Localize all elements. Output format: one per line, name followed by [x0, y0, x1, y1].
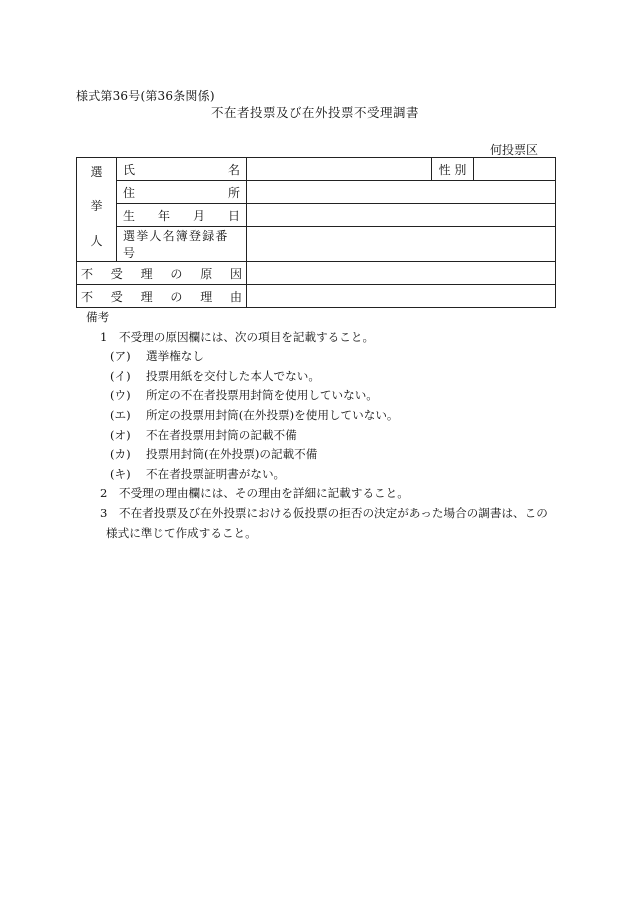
rejection-record-table	[76, 157, 556, 308]
rejection-reason-field[interactable]	[247, 285, 556, 308]
address-field[interactable]	[247, 181, 556, 204]
name-label	[117, 158, 247, 181]
note-sub-item	[86, 426, 556, 446]
rejection-cause-field[interactable]	[247, 262, 556, 285]
sub-item-marker: (ア)	[110, 349, 131, 364]
gender-label: 性 別	[432, 158, 474, 181]
rejection-cause-label	[77, 262, 247, 285]
document-title: 不在者投票及び在外投票不受理調書	[210, 105, 419, 120]
cause-label-char: 不	[81, 266, 94, 281]
reason-label-char: 不	[81, 289, 94, 304]
birth-label-char: 年	[157, 208, 170, 223]
sub-item-marker: (エ)	[110, 407, 131, 422]
birth-label-char: 生	[123, 208, 136, 223]
sub-item-marker: (オ)	[110, 427, 131, 442]
reason-label-char: 理	[200, 289, 213, 304]
cause-label-char: 原	[200, 266, 213, 281]
note-sub-item	[86, 347, 556, 367]
reason-label-char: 理	[140, 289, 153, 304]
elector-side-char: 選	[90, 165, 103, 179]
note-sub-item	[86, 367, 556, 387]
address-label-char: 住	[123, 185, 136, 200]
elector-side-char: 人	[90, 234, 103, 248]
elector-side-label	[77, 158, 117, 262]
birth-label-char: 日	[227, 208, 240, 223]
note-item-3-continued: 様式に準じて作成すること。	[106, 525, 257, 540]
rejection-reason-label	[77, 285, 247, 308]
reason-label-char: の	[170, 289, 183, 304]
sub-item-text: 投票用封筒(在外投票)の記載不備	[146, 447, 318, 462]
elector-side-char: 挙	[90, 199, 103, 213]
notes-section	[86, 308, 556, 543]
sub-item-text: 所定の不在者投票用封筒を使用していない。	[146, 388, 378, 403]
reason-label-char: 受	[110, 289, 123, 304]
sub-item-text: 不在者投票証明書がない。	[146, 466, 286, 481]
name-label-char: 名	[227, 162, 240, 177]
birth-date-label	[117, 204, 247, 227]
name-field[interactable]	[247, 158, 432, 181]
gender-field[interactable]	[474, 158, 556, 181]
note-sub-item	[86, 465, 556, 485]
sub-item-marker: (イ)	[110, 368, 131, 383]
cause-label-char: 理	[140, 266, 153, 281]
cause-label-char: の	[170, 266, 183, 281]
sub-item-marker: (キ)	[110, 466, 131, 481]
note-item-1: 1 不受理の原因欄には、次の項目を記載すること。	[100, 329, 375, 344]
address-label	[117, 181, 247, 204]
notes-heading: 備考	[86, 310, 110, 324]
form-id: 様式第36号(第36条関係)	[76, 89, 215, 103]
note-sub-item	[86, 386, 556, 406]
sub-item-marker: (カ)	[110, 447, 131, 462]
sub-item-text: 投票用紙を交付した本人でない。	[146, 368, 320, 383]
note-item-2: 2 不受理の理由欄には、その理由を詳細に記載すること。	[100, 486, 409, 501]
cause-label-char: 受	[110, 266, 123, 281]
sub-item-text: 不在者投票用封筒の記載不備	[146, 427, 297, 442]
reason-label-char: 由	[229, 289, 242, 304]
name-label-char: 氏	[123, 162, 136, 177]
birth-label-char: 月	[192, 208, 205, 223]
note-sub-item	[86, 445, 556, 465]
sub-item-marker: (ウ)	[110, 388, 131, 403]
sub-item-text: 所定の投票用封筒(在外投票)を使用していない。	[146, 407, 399, 422]
cause-label-char: 因	[229, 266, 242, 281]
address-label-char: 所	[227, 185, 240, 200]
voting-district-label: 何投票区	[489, 143, 538, 157]
registry-number-field[interactable]	[247, 227, 556, 262]
birth-date-field[interactable]	[247, 204, 556, 227]
note-item-3: 3 不在者投票及び在外投票における仮投票の拒否の決定があった場合の調書は、この	[100, 505, 548, 520]
note-sub-item	[86, 406, 556, 426]
sub-item-text: 選挙権なし	[146, 349, 204, 364]
registry-number-label: 選挙人名簿登録番号	[117, 227, 247, 262]
